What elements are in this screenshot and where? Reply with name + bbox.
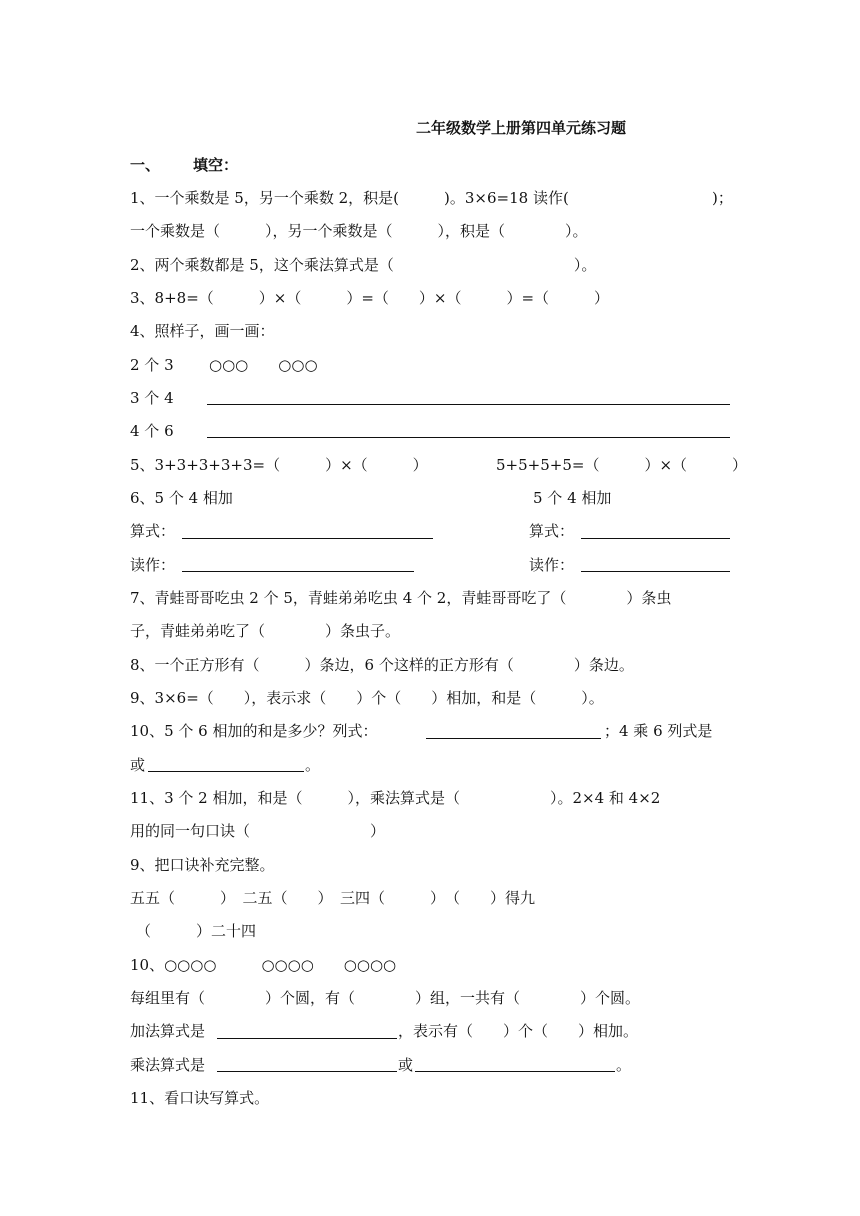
duzuo-label-right: 读作： [529, 556, 575, 574]
question-9: 9、3×6=（ ），表示求（ ）个（ ）相加，和是（ ）。 [130, 689, 604, 707]
section-label: 填空： [193, 156, 239, 174]
question-9b: 9、把口诀补充完整。 [130, 856, 275, 874]
question-3: 3、8+8=（ ）×（ ）=（ ）×（ ）=（ ） [130, 289, 610, 307]
question-7-line-b: 子，青蛙弟弟吃了（ ）条虫子。 [130, 622, 401, 640]
question-11-line-b: 用的同一句口诀（ ） [130, 822, 386, 840]
suanshi-answer-line-left[interactable] [182, 538, 433, 539]
question-10d: 每组里有（ ）个圆，有（ ）组，一共有（ ）个圆。 [130, 989, 641, 1007]
question-11-line-a: 11、3 个 2 相加，和是（ ），乘法算式是（ ）。2×4 和 4×2 [130, 789, 661, 807]
question-7-line-a: 7、青蛙哥哥吃虫 2 个 5，青蛙弟弟吃虫 4 个 2，青蛙哥哥吃了（ ）条虫 [130, 589, 672, 607]
duzuo-answer-line-left[interactable] [182, 571, 414, 572]
page-title: 二年级数学上册第四单元练习题 [416, 119, 627, 137]
multiplication-answer-line-2[interactable] [415, 1071, 615, 1072]
section-number: 一、 [130, 156, 161, 174]
q4-row1-label: 2 个 3 [130, 356, 174, 374]
question-4: 4、照样子，画一画： [130, 322, 275, 340]
question-10-line-b-left: 或 [130, 756, 146, 774]
question-5-right: 5+5+5+5=（ ）×（ ） [496, 456, 748, 474]
question-1-line-b: 一个乘数是（ ），另一个乘数是（ ），积是（ ）。 [130, 222, 588, 240]
question-10-answer-line-b[interactable] [148, 771, 304, 772]
question-5-left: 5、3+3+3+3+3=（ ）×（ ） [130, 456, 428, 474]
question-9b-items-2: （ ）二十四 [136, 922, 257, 940]
question-2: 2、两个乘数都是 5，这个乘法算式是（ ）。 [130, 256, 597, 274]
suanshi-label-left: 算式： [130, 522, 176, 540]
question-6-right: 5 个 4 相加 [533, 489, 612, 507]
addition-answer-line[interactable] [217, 1038, 397, 1039]
question-11c: 11、看口诀写算式。 [130, 1089, 270, 1107]
question-1-line-a-end: )； [712, 189, 733, 207]
question-10-line-a-right: ；4 乘 6 列式是 [604, 722, 713, 740]
duzuo-label-left: 读作： [130, 556, 176, 574]
question-10f-mid: 或 [398, 1056, 414, 1074]
q4-row1-circles: ○○○ ○○○ [209, 356, 318, 374]
question-10-answer-line-a[interactable] [426, 738, 601, 739]
question-10e-left: 加法算式是 [130, 1022, 206, 1040]
q4-row3-answer-line[interactable] [207, 437, 730, 438]
suanshi-answer-line-right[interactable] [581, 538, 730, 539]
suanshi-label-right: 算式： [529, 522, 575, 540]
question-10-line-b-right: 。 [305, 756, 321, 774]
question-10-line-a-left: 10、5 个 6 相加的和是多少？列式： [130, 722, 378, 740]
q4-row3-label: 4 个 6 [130, 422, 174, 440]
duzuo-answer-line-right[interactable] [581, 571, 730, 572]
q4-row2-label: 3 个 4 [130, 389, 174, 407]
question-6-left: 6、5 个 4 相加 [130, 489, 233, 507]
question-9b-items: 五五（ ） 二五（ ） 三四（ ） （ ）得九 [130, 889, 536, 907]
q4-row2-answer-line[interactable] [207, 404, 730, 405]
question-1-line-a: 1、一个乘数是 5，另一个乘数 2，积是( )。3×6=18 读作( [130, 189, 569, 207]
question-10c-circles: 10、○○○○ ○○○○ ○○○○ [130, 956, 397, 974]
multiplication-answer-line-1[interactable] [217, 1071, 397, 1072]
question-10e-right: ，表示有（ ）个（ ）相加。 [398, 1022, 639, 1040]
question-10f-right: 。 [616, 1056, 632, 1074]
question-8: 8、一个正方形有（ ）条边，6 个这样的正方形有（ ）条边。 [130, 656, 634, 674]
question-10f-left: 乘法算式是 [130, 1056, 206, 1074]
